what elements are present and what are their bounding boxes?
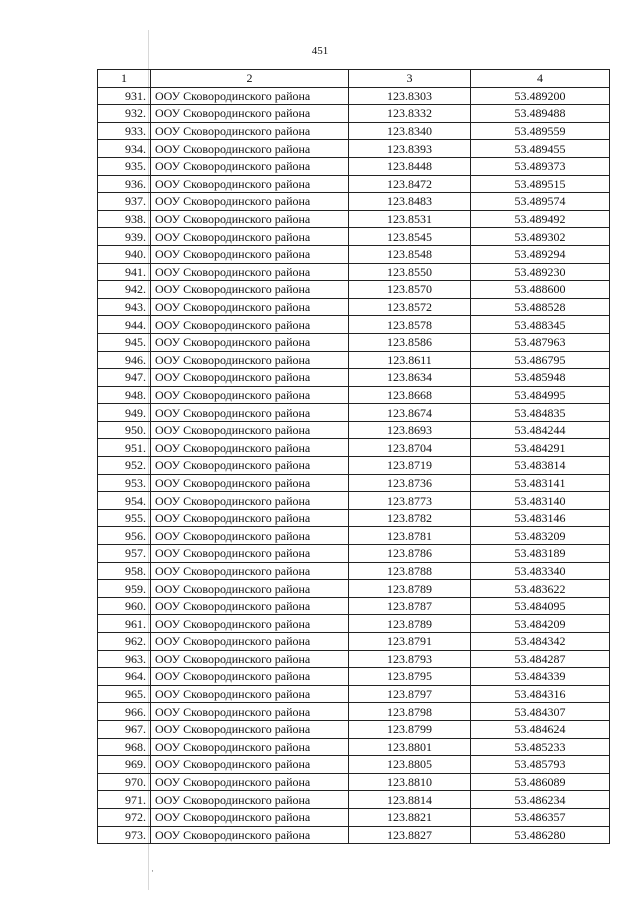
latitude-value: 53.489230 xyxy=(471,263,610,281)
table-row xyxy=(98,298,610,316)
column-header-4: 4 xyxy=(471,70,610,88)
longitude-value: 123.8787 xyxy=(349,597,471,615)
row-number: 946. xyxy=(98,351,151,369)
row-number: 955. xyxy=(98,509,151,527)
latitude-value: 53.484209 xyxy=(471,615,610,633)
row-number: 943. xyxy=(98,298,151,316)
latitude-value: 53.489302 xyxy=(471,228,610,246)
longitude-value: 123.8797 xyxy=(349,685,471,703)
row-number: 944. xyxy=(98,316,151,334)
organization-name: ООУ Сковородинского района xyxy=(151,492,349,510)
organization-name: ООУ Сковородинского района xyxy=(151,298,349,316)
table-row xyxy=(98,668,610,686)
table-row xyxy=(98,545,610,563)
row-number: 951. xyxy=(98,439,151,457)
table-row xyxy=(98,439,610,457)
organization-name: ООУ Сковородинского района xyxy=(151,105,349,123)
longitude-value: 123.8611 xyxy=(349,351,471,369)
organization-name: ООУ Сковородинского района xyxy=(151,122,349,140)
longitude-value: 123.8668 xyxy=(349,386,471,404)
table-row xyxy=(98,756,610,774)
table-row xyxy=(98,474,610,492)
organization-name: ООУ Сковородинского района xyxy=(151,791,349,809)
organization-name: ООУ Сковородинского района xyxy=(151,193,349,211)
latitude-value: 53.488345 xyxy=(471,316,610,334)
organization-name: ООУ Сковородинского района xyxy=(151,281,349,299)
longitude-value: 123.8704 xyxy=(349,439,471,457)
latitude-value: 53.489488 xyxy=(471,105,610,123)
longitude-value: 123.8782 xyxy=(349,509,471,527)
organization-name: ООУ Сковородинского района xyxy=(151,421,349,439)
stray-mark: · xyxy=(151,866,154,876)
longitude-value: 123.8793 xyxy=(349,650,471,668)
organization-name: ООУ Сковородинского района xyxy=(151,756,349,774)
table-row xyxy=(98,826,610,844)
organization-name: ООУ Сковородинского района xyxy=(151,263,349,281)
table-row xyxy=(98,386,610,404)
table-row xyxy=(98,527,610,545)
table-row xyxy=(98,650,610,668)
column-header-3: 3 xyxy=(349,70,471,88)
row-number: 965. xyxy=(98,685,151,703)
longitude-value: 123.8332 xyxy=(349,105,471,123)
longitude-value: 123.8693 xyxy=(349,421,471,439)
latitude-value: 53.487963 xyxy=(471,333,610,351)
table-row xyxy=(98,105,610,123)
table-row xyxy=(98,210,610,228)
longitude-value: 123.8303 xyxy=(349,87,471,105)
longitude-value: 123.8586 xyxy=(349,333,471,351)
latitude-value: 53.485948 xyxy=(471,369,610,387)
longitude-value: 123.8448 xyxy=(349,157,471,175)
table-row xyxy=(98,580,610,598)
table-row xyxy=(98,87,610,105)
longitude-value: 123.8736 xyxy=(349,474,471,492)
row-number: 970. xyxy=(98,773,151,791)
latitude-value: 53.484287 xyxy=(471,650,610,668)
latitude-value: 53.483189 xyxy=(471,545,610,563)
row-number: 949. xyxy=(98,404,151,422)
organization-name: ООУ Сковородинского района xyxy=(151,527,349,545)
table-header-row xyxy=(98,70,610,88)
longitude-value: 123.8531 xyxy=(349,210,471,228)
latitude-value: 53.484244 xyxy=(471,421,610,439)
table-row xyxy=(98,597,610,615)
latitude-value: 53.484095 xyxy=(471,597,610,615)
organization-name: ООУ Сковородинского района xyxy=(151,474,349,492)
organization-name: ООУ Сковородинского района xyxy=(151,650,349,668)
latitude-value: 53.489574 xyxy=(471,193,610,211)
table-row xyxy=(98,333,610,351)
table-row xyxy=(98,773,610,791)
row-number: 971. xyxy=(98,791,151,809)
latitude-value: 53.484307 xyxy=(471,703,610,721)
row-number: 934. xyxy=(98,140,151,158)
latitude-value: 53.483340 xyxy=(471,562,610,580)
row-number: 935. xyxy=(98,157,151,175)
organization-name: ООУ Сковородинского района xyxy=(151,157,349,175)
organization-name: ООУ Сковородинского района xyxy=(151,404,349,422)
organization-name: ООУ Сковородинского района xyxy=(151,228,349,246)
table-row xyxy=(98,615,610,633)
row-number: 938. xyxy=(98,210,151,228)
longitude-value: 123.8805 xyxy=(349,756,471,774)
organization-name: ООУ Сковородинского района xyxy=(151,597,349,615)
longitude-value: 123.8791 xyxy=(349,633,471,651)
longitude-value: 123.8810 xyxy=(349,773,471,791)
longitude-value: 123.8550 xyxy=(349,263,471,281)
latitude-value: 53.489294 xyxy=(471,245,610,263)
longitude-value: 123.8799 xyxy=(349,720,471,738)
latitude-value: 53.486234 xyxy=(471,791,610,809)
table-body xyxy=(98,87,610,844)
longitude-value: 123.8545 xyxy=(349,228,471,246)
table-row xyxy=(98,245,610,263)
table-row xyxy=(98,421,610,439)
table-row xyxy=(98,457,610,475)
row-number: 956. xyxy=(98,527,151,545)
longitude-value: 123.8789 xyxy=(349,580,471,598)
latitude-value: 53.483140 xyxy=(471,492,610,510)
row-number: 933. xyxy=(98,122,151,140)
organization-name: ООУ Сковородинского района xyxy=(151,580,349,598)
row-number: 942. xyxy=(98,281,151,299)
row-number: 931. xyxy=(98,87,151,105)
latitude-value: 53.489373 xyxy=(471,157,610,175)
organization-name: ООУ Сковородинского района xyxy=(151,316,349,334)
longitude-value: 123.8483 xyxy=(349,193,471,211)
organization-name: ООУ Сковородинского района xyxy=(151,457,349,475)
organization-name: ООУ Сковородинского района xyxy=(151,87,349,105)
latitude-value: 53.488600 xyxy=(471,281,610,299)
table-row xyxy=(98,720,610,738)
organization-name: ООУ Сковородинского района xyxy=(151,808,349,826)
table-row xyxy=(98,562,610,580)
table-row xyxy=(98,351,610,369)
table-row xyxy=(98,228,610,246)
row-number: 961. xyxy=(98,615,151,633)
organization-name: ООУ Сковородинского района xyxy=(151,773,349,791)
organization-name: ООУ Сковородинского района xyxy=(151,685,349,703)
table-row xyxy=(98,404,610,422)
longitude-value: 123.8781 xyxy=(349,527,471,545)
organization-name: ООУ Сковородинского района xyxy=(151,333,349,351)
latitude-value: 53.483146 xyxy=(471,509,610,527)
longitude-value: 123.8798 xyxy=(349,703,471,721)
row-number: 939. xyxy=(98,228,151,246)
table-row xyxy=(98,263,610,281)
latitude-value: 53.488528 xyxy=(471,298,610,316)
row-number: 954. xyxy=(98,492,151,510)
row-number: 969. xyxy=(98,756,151,774)
page-number: 451 xyxy=(311,45,329,57)
organization-name: ООУ Сковородинского района xyxy=(151,545,349,563)
longitude-value: 123.8634 xyxy=(349,369,471,387)
latitude-value: 53.483209 xyxy=(471,527,610,545)
organization-name: ООУ Сковородинского района xyxy=(151,245,349,263)
longitude-value: 123.8821 xyxy=(349,808,471,826)
organization-name: ООУ Сковородинского района xyxy=(151,210,349,228)
table-row xyxy=(98,122,610,140)
organization-name: ООУ Сковородинского района xyxy=(151,386,349,404)
longitude-value: 123.8795 xyxy=(349,668,471,686)
latitude-value: 53.485233 xyxy=(471,738,610,756)
table-row xyxy=(98,738,610,756)
latitude-value: 53.489515 xyxy=(471,175,610,193)
latitude-value: 53.489492 xyxy=(471,210,610,228)
longitude-value: 123.8393 xyxy=(349,140,471,158)
row-number: 945. xyxy=(98,333,151,351)
column-header-1: 1 xyxy=(98,70,151,88)
row-number: 968. xyxy=(98,738,151,756)
table-row xyxy=(98,140,610,158)
latitude-value: 53.484835 xyxy=(471,404,610,422)
longitude-value: 123.8773 xyxy=(349,492,471,510)
organization-name: ООУ Сковородинского района xyxy=(151,615,349,633)
row-number: 952. xyxy=(98,457,151,475)
table-row xyxy=(98,685,610,703)
organization-name: ООУ Сковородинского района xyxy=(151,703,349,721)
longitude-value: 123.8548 xyxy=(349,245,471,263)
table-row xyxy=(98,791,610,809)
latitude-value: 53.486280 xyxy=(471,826,610,844)
table-row xyxy=(98,281,610,299)
row-number: 957. xyxy=(98,545,151,563)
row-number: 966. xyxy=(98,703,151,721)
row-number: 964. xyxy=(98,668,151,686)
organization-name: ООУ Сковородинского района xyxy=(151,351,349,369)
longitude-value: 123.8788 xyxy=(349,562,471,580)
row-number: 963. xyxy=(98,650,151,668)
row-number: 958. xyxy=(98,562,151,580)
organization-name: ООУ Сковородинского района xyxy=(151,668,349,686)
table-row xyxy=(98,193,610,211)
row-number: 947. xyxy=(98,369,151,387)
latitude-value: 53.483141 xyxy=(471,474,610,492)
latitude-value: 53.484995 xyxy=(471,386,610,404)
row-number: 962. xyxy=(98,633,151,651)
row-number: 936. xyxy=(98,175,151,193)
latitude-value: 53.483622 xyxy=(471,580,610,598)
table-row xyxy=(98,157,610,175)
longitude-value: 123.8789 xyxy=(349,615,471,633)
organization-name: ООУ Сковородинского района xyxy=(151,369,349,387)
latitude-value: 53.489200 xyxy=(471,87,610,105)
table-row xyxy=(98,808,610,826)
latitude-value: 53.485793 xyxy=(471,756,610,774)
table-row xyxy=(98,703,610,721)
coordinates-table xyxy=(97,69,610,844)
row-number: 973. xyxy=(98,826,151,844)
organization-name: ООУ Сковородинского района xyxy=(151,633,349,651)
table-row xyxy=(98,369,610,387)
longitude-value: 123.8570 xyxy=(349,281,471,299)
organization-name: ООУ Сковородинского района xyxy=(151,175,349,193)
row-number: 941. xyxy=(98,263,151,281)
column-header-2: 2 xyxy=(151,70,349,88)
table-row xyxy=(98,316,610,334)
organization-name: ООУ Сковородинского района xyxy=(151,562,349,580)
table-row xyxy=(98,633,610,651)
row-number: 953. xyxy=(98,474,151,492)
longitude-value: 123.8674 xyxy=(349,404,471,422)
latitude-value: 53.484316 xyxy=(471,685,610,703)
row-number: 959. xyxy=(98,580,151,598)
longitude-value: 123.8801 xyxy=(349,738,471,756)
row-number: 937. xyxy=(98,193,151,211)
latitude-value: 53.484339 xyxy=(471,668,610,686)
latitude-value: 53.486089 xyxy=(471,773,610,791)
longitude-value: 123.8814 xyxy=(349,791,471,809)
latitude-value: 53.489559 xyxy=(471,122,610,140)
row-number: 967. xyxy=(98,720,151,738)
table-row xyxy=(98,175,610,193)
organization-name: ООУ Сковородинского района xyxy=(151,140,349,158)
longitude-value: 123.8472 xyxy=(349,175,471,193)
longitude-value: 123.8340 xyxy=(349,122,471,140)
row-number: 940. xyxy=(98,245,151,263)
organization-name: ООУ Сковородинского района xyxy=(151,439,349,457)
longitude-value: 123.8572 xyxy=(349,298,471,316)
row-number: 948. xyxy=(98,386,151,404)
longitude-value: 123.8578 xyxy=(349,316,471,334)
organization-name: ООУ Сковородинского района xyxy=(151,738,349,756)
organization-name: ООУ Сковородинского района xyxy=(151,826,349,844)
latitude-value: 53.486357 xyxy=(471,808,610,826)
row-number: 950. xyxy=(98,421,151,439)
row-number: 972. xyxy=(98,808,151,826)
table-row xyxy=(98,509,610,527)
row-number: 960. xyxy=(98,597,151,615)
organization-name: ООУ Сковородинского района xyxy=(151,509,349,527)
longitude-value: 123.8827 xyxy=(349,826,471,844)
row-number: 932. xyxy=(98,105,151,123)
longitude-value: 123.8719 xyxy=(349,457,471,475)
latitude-value: 53.484291 xyxy=(471,439,610,457)
latitude-value: 53.484624 xyxy=(471,720,610,738)
organization-name: ООУ Сковородинского района xyxy=(151,720,349,738)
latitude-value: 53.489455 xyxy=(471,140,610,158)
table-row xyxy=(98,492,610,510)
latitude-value: 53.483814 xyxy=(471,457,610,475)
latitude-value: 53.486795 xyxy=(471,351,610,369)
latitude-value: 53.484342 xyxy=(471,633,610,651)
longitude-value: 123.8786 xyxy=(349,545,471,563)
